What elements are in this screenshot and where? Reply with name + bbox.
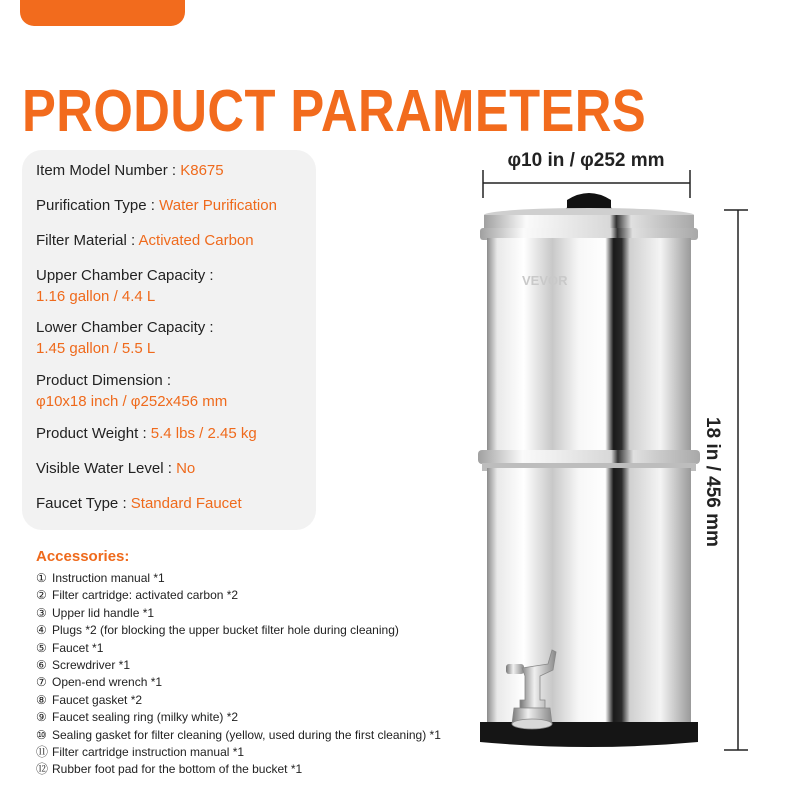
item-text: Faucet gasket *2: [52, 692, 143, 707]
item-number: ②: [36, 588, 47, 603]
list-item: [36, 605, 441, 622]
param-model-number: [36, 160, 224, 181]
param-value: Water Purification: [159, 197, 277, 214]
list-item: [36, 692, 441, 709]
param-product-dimension: [36, 370, 227, 412]
list-item: [36, 727, 441, 744]
item-text: Instruction manual *1: [52, 571, 165, 585]
param-filter-material: [36, 230, 254, 251]
list-item: [36, 640, 441, 657]
item-text: Screwdriver *1: [52, 658, 131, 673]
item-text: Plugs *2 (for blocking the upper bucket filter hole during cleaning): [52, 623, 399, 638]
item-number: ⑩: [36, 727, 47, 742]
item-text: Filter cartridge: activated carbon *2: [52, 588, 239, 603]
param-key: Lower Chamber Capacity :: [36, 319, 214, 336]
page-title: PRODUCT PARAMETERS: [22, 78, 647, 144]
item-text: Upper lid handle *1: [52, 605, 155, 620]
list-item: [36, 587, 441, 604]
param-lower-chamber-capacity: [36, 317, 214, 359]
param-key: Filter Material :: [36, 232, 139, 249]
param-value: Activated Carbon: [138, 232, 254, 249]
list-item: [36, 761, 441, 778]
item-number: ③: [36, 605, 47, 620]
param-visible-water-level: [36, 458, 195, 479]
param-key: Upper Chamber Capacity :: [36, 267, 214, 284]
param-upper-chamber-capacity: [36, 265, 214, 307]
accessories-list: [36, 570, 441, 779]
param-value: 5.4 lbs / 2.45 kg: [150, 425, 257, 442]
param-purification-type: [36, 195, 277, 216]
param-key: Product Dimension :: [36, 372, 172, 389]
list-item: [36, 570, 441, 587]
item-number: ⑦: [36, 675, 47, 690]
param-value: K8675: [180, 162, 224, 179]
list-item: [36, 709, 441, 726]
item-number: ⑤: [36, 640, 47, 655]
item-number: ⑫: [36, 762, 49, 777]
item-text: Rubber foot pad for the bottom of the bucket *1: [52, 762, 303, 777]
top-decorative-tab: [20, 0, 185, 26]
item-text: Faucet *1: [52, 640, 104, 655]
width-dimension-label: φ10 in / φ252 mm: [507, 150, 665, 171]
param-key: Item Model Number :: [36, 162, 181, 179]
param-value: 1.45 gallon / 5.5 L: [36, 340, 156, 357]
accessories-title: Accessories:: [36, 548, 130, 565]
param-key: Purification Type :: [36, 197, 160, 214]
item-number: ④: [36, 623, 47, 638]
list-item: [36, 744, 441, 761]
param-key: Product Weight :: [36, 425, 151, 442]
param-key: Faucet Type :: [36, 495, 131, 512]
list-item: [36, 674, 441, 691]
brand-logo: VEVOR: [522, 273, 568, 288]
param-faucet-type: [36, 493, 242, 514]
param-product-weight: [36, 423, 257, 444]
param-value: φ10x18 inch / φ252x456 mm: [36, 393, 228, 410]
height-dimension-line: [724, 210, 748, 750]
param-value: Standard Faucet: [130, 495, 242, 512]
list-item: [36, 622, 441, 639]
item-number: ⑧: [36, 692, 47, 707]
item-text: Faucet sealing ring (milky white) *2: [52, 710, 239, 725]
param-value: 1.16 gallon / 4.4 L: [36, 288, 156, 305]
list-item: [36, 657, 441, 674]
item-number: ①: [36, 571, 47, 585]
item-text: Sealing gasket for filter cleaning (yellow, used during the first cleaning) *1: [52, 727, 441, 742]
param-value: No: [176, 460, 196, 477]
item-text: Filter cartridge instruction manual *1: [52, 745, 245, 760]
item-number: ⑨: [36, 710, 47, 725]
item-text: Open-end wrench *1: [52, 675, 163, 690]
item-number: ⑥: [36, 658, 47, 673]
height-dimension-label: 18 in / 456 mm: [702, 417, 723, 547]
water-filter-product-image: [470, 170, 780, 770]
item-number: ⑪: [36, 745, 49, 760]
param-key: Visible Water Level :: [36, 460, 177, 477]
